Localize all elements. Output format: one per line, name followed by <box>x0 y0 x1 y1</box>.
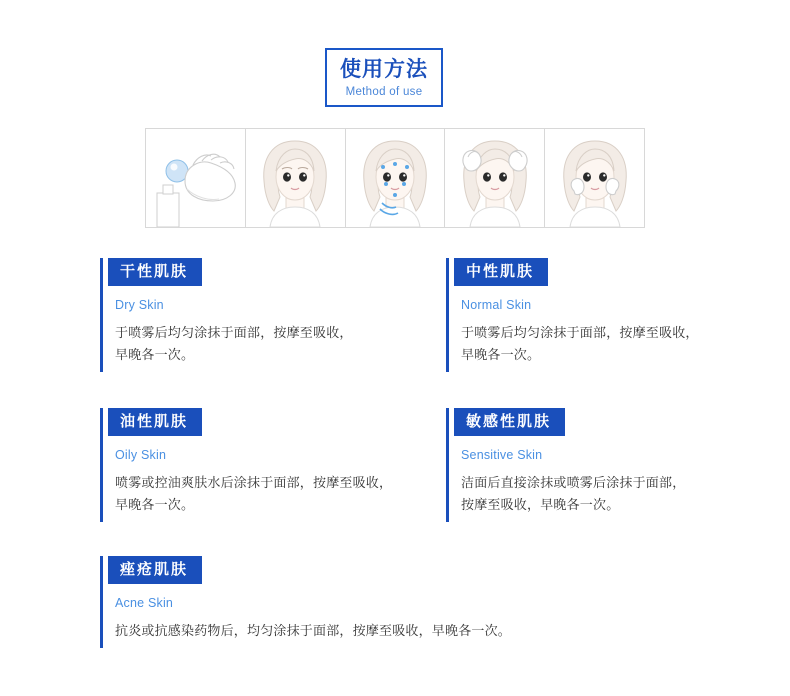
section-description-line: 早晚各一次。 <box>115 347 195 362</box>
section-title-cn: 油性肌肤 <box>108 408 202 436</box>
face-massage-icon <box>447 137 543 227</box>
section-header <box>446 258 776 286</box>
section-description-line: 抗炎或抗感染药物后，均匀涂抹于面部，按摩至吸收，早晚各一次。 <box>115 623 512 638</box>
section-description-line: 洁面后直接涂抹或喷雾后涂抹于面部， <box>461 475 686 490</box>
page-title-en: Method of use <box>345 86 423 98</box>
section-description-line: 早晚各一次。 <box>115 497 195 512</box>
section-acne-skin <box>100 556 700 648</box>
section-body <box>100 584 700 648</box>
illustration-step-4 <box>445 129 545 227</box>
section-description <box>461 472 776 516</box>
section-header <box>100 556 700 584</box>
section-description <box>115 472 430 516</box>
face-front-icon <box>252 137 338 227</box>
illustration-strip <box>145 128 645 228</box>
section-description <box>115 322 430 366</box>
section-title-cn: 敏感性肌肤 <box>454 408 565 436</box>
section-description-line: 喷雾或控油爽肤水后涂抹于面部，按摩至吸收， <box>115 475 393 490</box>
section-description-line: 于喷雾后均匀涂抹于面部，按摩至吸收， <box>461 325 699 340</box>
section-title-cn: 中性肌肤 <box>454 258 548 286</box>
face-apply-icon <box>352 137 438 227</box>
section-body <box>100 286 430 372</box>
section-description-line: 早晚各一次。 <box>461 347 541 362</box>
section-header <box>100 258 430 286</box>
page-title <box>325 48 443 107</box>
section-description-line: 于喷雾后均匀涂抹于面部，按摩至吸收， <box>115 325 353 340</box>
section-header <box>100 408 430 436</box>
section-title-cn: 痤疮肌肤 <box>108 556 202 584</box>
illustration-step-1 <box>146 129 246 227</box>
section-sensitive-skin <box>446 408 776 522</box>
section-title-en: Dry Skin <box>115 298 164 312</box>
illustration-step-5 <box>545 129 644 227</box>
section-dry-skin <box>100 258 430 372</box>
section-description <box>461 322 776 366</box>
section-description <box>115 620 700 642</box>
page-title-cn: 使用方法 <box>340 58 428 81</box>
section-title-en: Oily Skin <box>115 448 167 462</box>
section-body <box>100 436 430 522</box>
section-body <box>446 286 776 372</box>
section-header <box>446 408 776 436</box>
face-finish-icon <box>550 137 640 227</box>
section-title-cn: 干性肌肤 <box>108 258 202 286</box>
section-body <box>446 436 776 522</box>
section-description-line: 按摩至吸收，早晚各一次。 <box>461 497 620 512</box>
section-oily-skin <box>100 408 430 522</box>
section-title-en: Normal Skin <box>461 298 532 312</box>
section-title-en: Acne Skin <box>115 596 174 610</box>
section-normal-skin <box>446 258 776 372</box>
illustration-step-2 <box>246 129 346 227</box>
hand-with-product-icon <box>147 129 243 227</box>
illustration-step-3 <box>346 129 446 227</box>
section-title-en: Sensitive Skin <box>461 448 543 462</box>
